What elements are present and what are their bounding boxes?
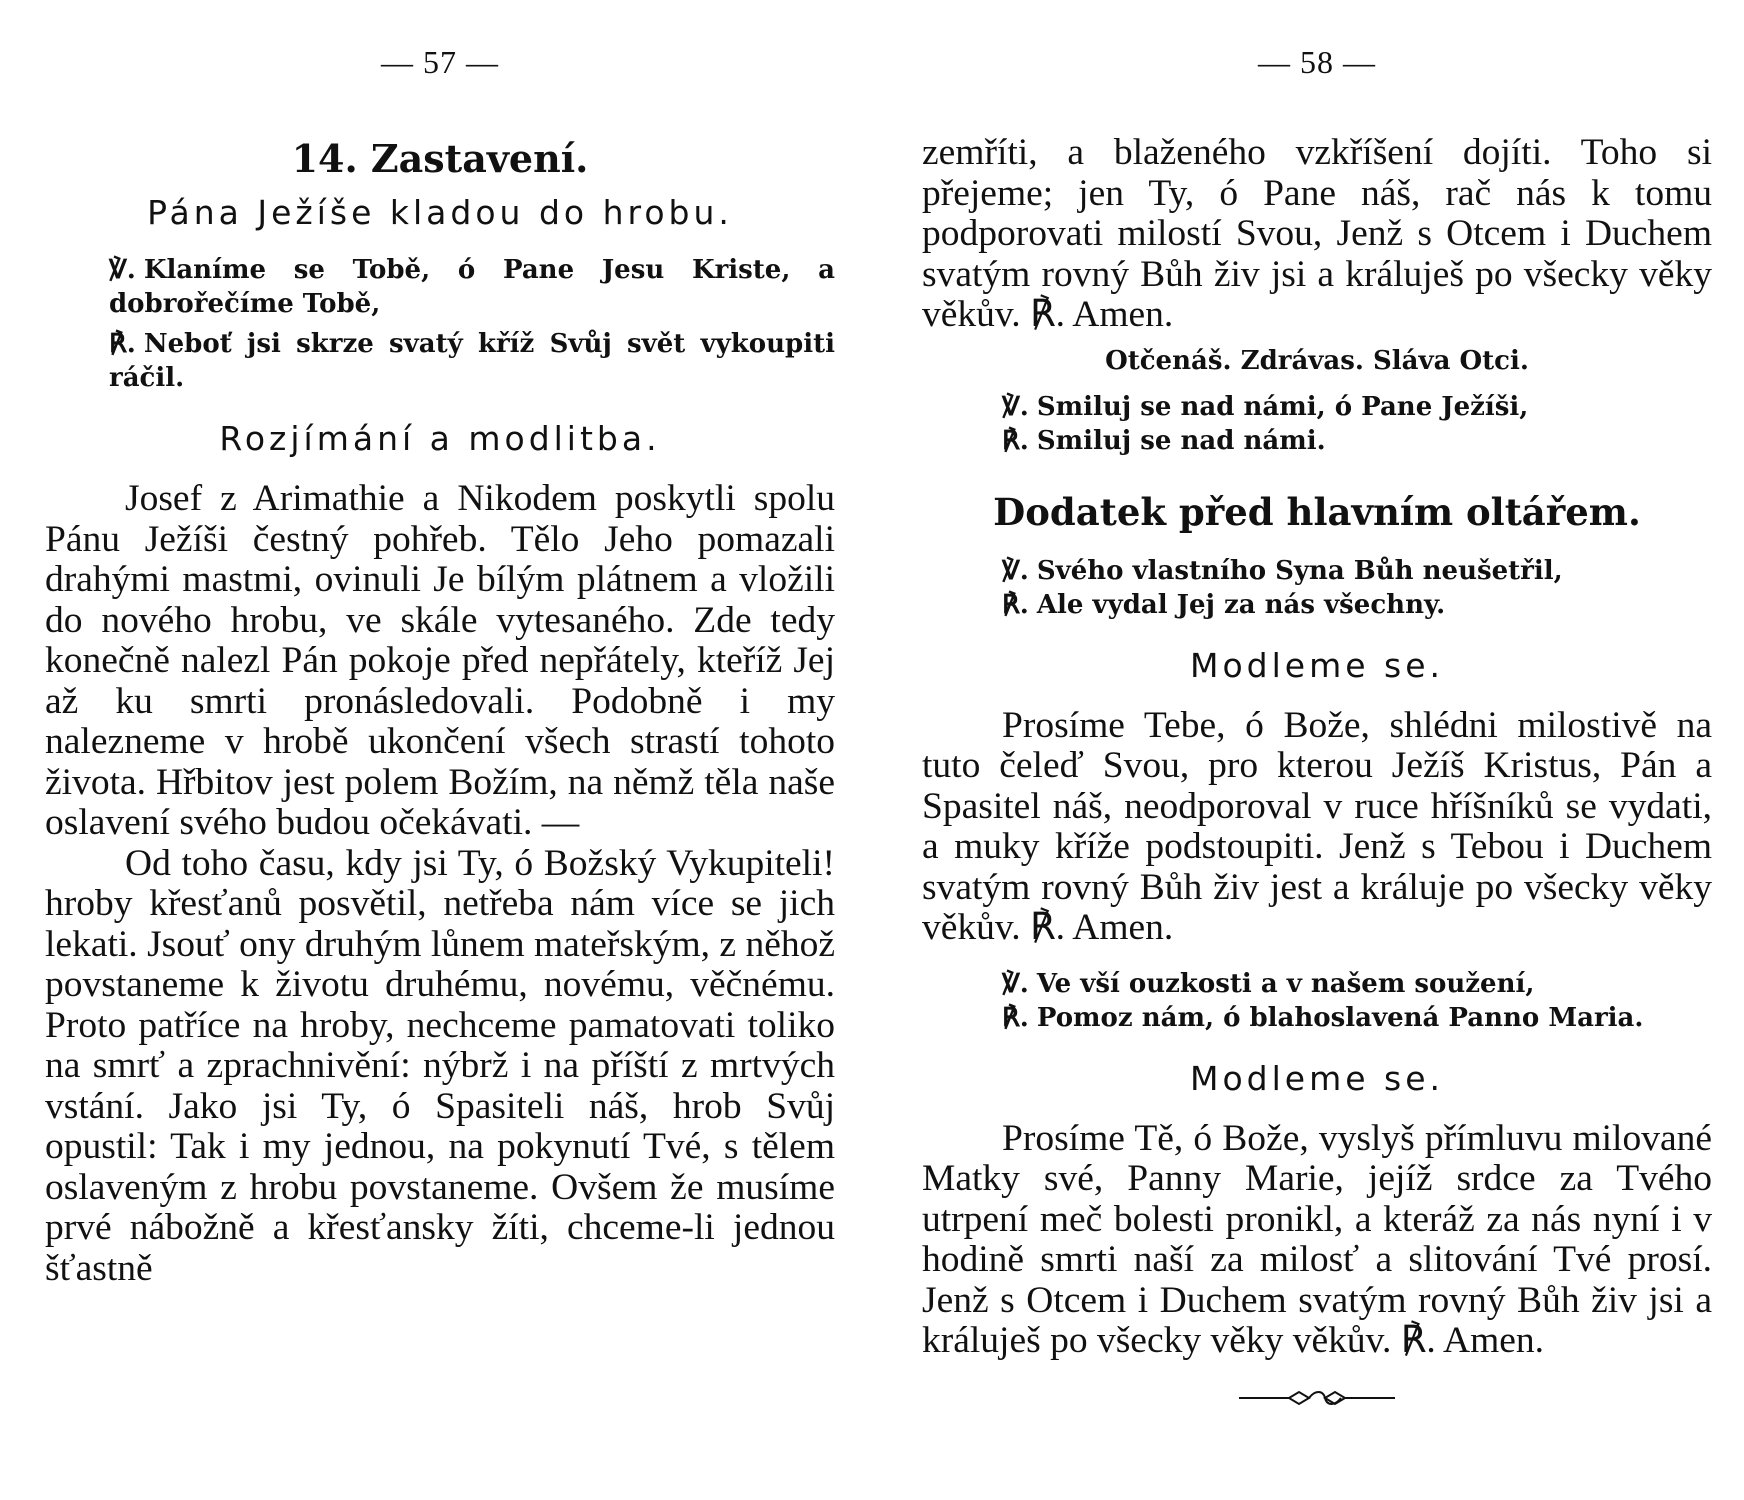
versicle-text: Svého vlastního Syna Bůh neušetřil, <box>1036 555 1563 586</box>
versicle <box>45 253 835 321</box>
response-symbol: ℟. <box>1002 1002 1029 1033</box>
versicle-text: Smiluj se nad námi, ó Pane Ježíši, <box>1036 391 1529 422</box>
left-page-content <box>45 133 835 1289</box>
response <box>45 327 835 395</box>
prayer-heading-1: Modleme se. <box>1189 645 1444 685</box>
response-symbol: ℟. <box>1002 425 1029 456</box>
versicle-symbol: ℣. <box>1002 391 1029 422</box>
meditation-paragraph-2: Od toho času, kdy jsi Ty, ó Božský Vykupiteli! hroby křesťanů posvětil, netřeba nám více se jich lekati. Jsouť ony druhým lůnem mateřským, z něhož povstaneme k životu druhému, novému, věčnému. Proto patříce na hroby, nechceme pamatovati toliko na smrť a zprachnivění: nýbrž i na příští z mrtvých vstání. Jako jsi Ty, ó Spasiteli náš, hrob Svůj opustil: Tak i my jednou, na pokynutí Tvé, s tělem oslaveným z hrobu povstaneme. Ovšem že musíme prvé nábožně a křesťansky žíti, chceme-li jednou šťastně <box>45 842 835 1289</box>
response-text: Smiluj se nad námi. <box>1036 425 1326 456</box>
versicle-symbol: ℣. <box>1002 968 1029 999</box>
versicle-text: Klaníme se Tobě, ó Pane Jesu Kriste, a dobrořečíme Tobě, <box>109 255 835 319</box>
station-subtitle: Pána Ježíše kladou do hrobu. <box>147 193 733 232</box>
section-title: Dodatek před hlavním oltářem. <box>993 489 1641 534</box>
continuation-paragraph: zemříti, a blaženého vzkříšení dojíti. Toho si přejeme; jen Ty, ó Pane náš, rač nás k tomu podporovati milostí Svou, Jenž s Otcem i Duchem svatým rovný Bůh živ jsi a králuješ po všecky věky věkův. ℟. Amen. <box>922 132 1712 335</box>
meditation-heading: Rozjímání a modlitba. <box>219 419 661 458</box>
response-text: Ale vydal Jej za nás všechny. <box>1036 589 1446 620</box>
versicle-2 <box>922 554 1712 588</box>
response-symbol: ℟. <box>1002 589 1029 620</box>
response-text: Neboť jsi skrze svatý kříž Svůj svět vykoupiti ráčil. <box>109 329 835 393</box>
versicle-text: Ve vší ouzkosti a v našem soužení, <box>1036 968 1535 999</box>
right-page-content <box>922 133 1712 1415</box>
page-number-left: — 57 — <box>381 44 499 80</box>
response-2 <box>922 588 1712 622</box>
prayer-heading-2: Modleme se. <box>1189 1058 1444 1098</box>
page-number-right: — 58 — <box>1258 44 1376 80</box>
left-page <box>45 0 835 1500</box>
right-page <box>922 0 1712 1500</box>
response-1 <box>922 424 1712 458</box>
versicle-symbol: ℣. <box>109 255 136 285</box>
decorative-ornament-icon <box>922 1386 1712 1415</box>
response-symbol: ℟. <box>109 329 136 359</box>
versicle-symbol: ℣. <box>1002 555 1029 586</box>
meditation-paragraph-1: Josef z Arimathie a Nikodem poskytli spolu Pánu Ježíši čestný pohřeb. Tělo Jeho pomazali drahými mastmi, ovinuli Je bílým plátnem a vložili do nového hrobu, ve skále vytesaného. Zde tedy konečně nalezl Pán pokoje před nepřátely, kteříž Jej až ku smrti pronásledovali. Podobně i my nalezneme v hrobě ukončení všech strastí tohoto života. Hřbitov jest polem Božím, na němž těla naše oslavení svého budou očekávati. — <box>45 478 835 843</box>
prayers-line: Otčenáš. Zdrávas. Sláva Otci. <box>1105 345 1529 376</box>
prayer-paragraph-1: Prosíme Tebe, ó Bože, shlédni milostivě na tuto čeleď Svou, pro kterou Ježíš Kristus, Pán a Spasitel náš, neodporoval v ruce hříšníků se vydati, a muky kříže podstoupiti. Jenž s Tebou i Duchem svatým rovný Bůh živ jest a králuje po všecky věky věkův. ℟. Amen. <box>922 704 1712 948</box>
station-title: 14. Zastavení. <box>291 136 589 181</box>
versicle-1 <box>922 390 1712 424</box>
versicle-3 <box>922 967 1712 1001</box>
response-text: Pomoz nám, ó blahoslavená Panno Maria. <box>1036 1002 1644 1033</box>
response-3 <box>922 1001 1712 1035</box>
prayer-paragraph-2: Prosíme Tě, ó Bože, vyslyš přímluvu milované Matky své, Panny Marie, jejíž srdce za Tvého utrpení meč bolesti pronikl, a kteráž za nás nyní i v hodině smrti naší za milosť a slitování Tvé prosí. Jenž s Otcem i Duchem svatým rovný Bůh živ jsi a králuješ po všecky věky věkův. ℟. Amen. <box>922 1117 1712 1361</box>
